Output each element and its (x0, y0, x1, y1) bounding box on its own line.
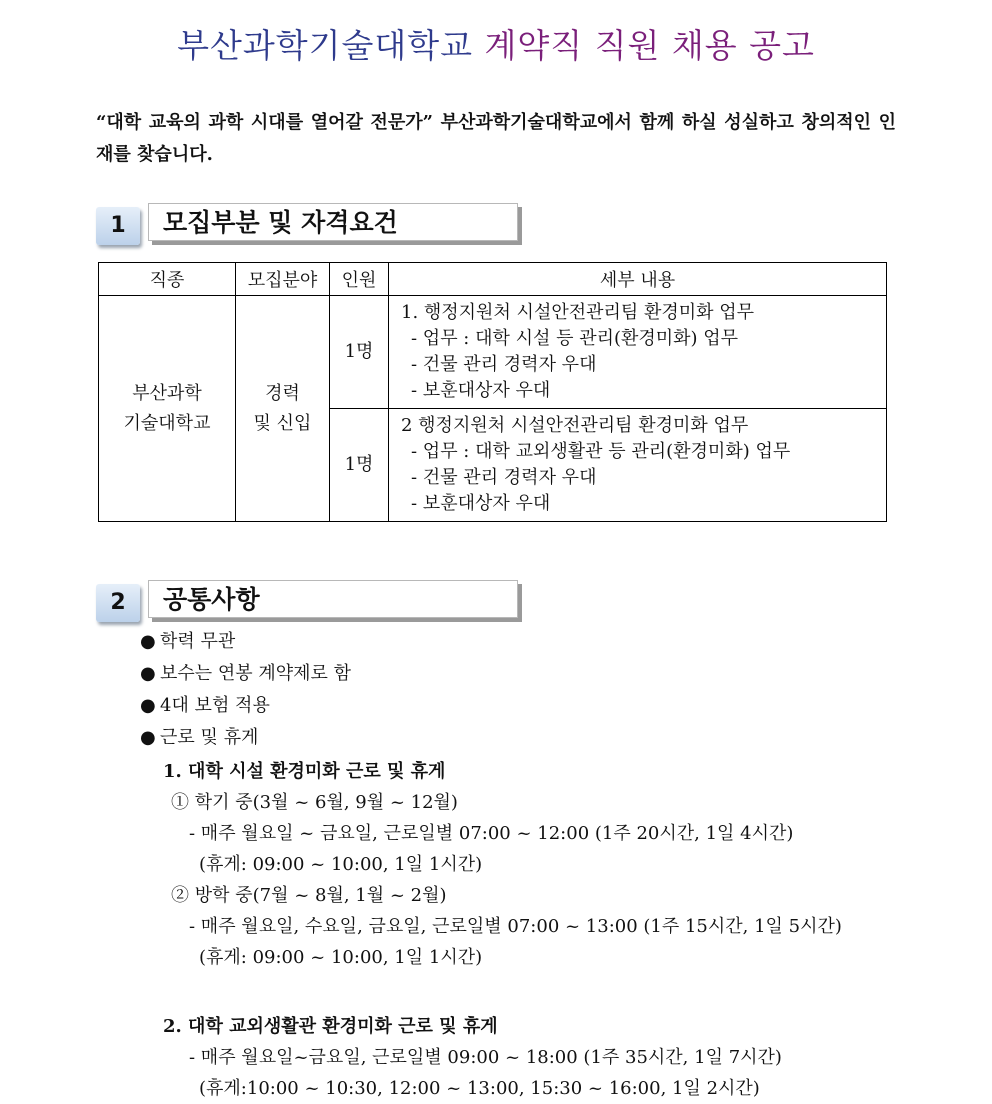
schedule-heading: 1. 대학 시설 환경미화 근로 및 휴게 (163, 761, 446, 782)
detail-line: 2 행정지원처 시설안전관리팀 환경미화 업무 (401, 415, 749, 436)
dormitory-hours: - 매주 월요일~금요일, 근로일별 09:00 ~ 18:00 (1주 35시간, 1일 7시간) (189, 1047, 782, 1068)
detail-line: - 업무 : 대학 시설 등 관리(환경미화) 업무 (411, 328, 739, 349)
semester-hours: - 매주 월요일 ~ 금요일, 근로일별 07:00 ~ 12:00 (1주 20시간, 1일 4시간) (189, 823, 794, 844)
detail-line: - 업무 : 대학 교외생활관 등 관리(환경미화) 업무 (411, 441, 791, 462)
schedule-heading: 2. 대학 교외생활관 환경미화 근로 및 휴게 (163, 1016, 498, 1037)
header-field: 모집분야 (236, 263, 330, 296)
details-cell (389, 409, 887, 522)
detail-line: - 건물 관리 경력자 우대 (411, 354, 597, 375)
requirements-table (98, 262, 887, 522)
bullet-icon: ● (140, 631, 156, 652)
job-type-cell: 부산과학 기술대학교 (99, 296, 236, 522)
section-1-header (96, 203, 522, 249)
section-number: 1 (96, 207, 140, 245)
list-item: ● 근로 및 휴게 (140, 722, 351, 754)
intro-text: “대학 교육의 과학 시대를 열어갈 전문가” 부산과학기술대학교에서 함께 하실 성실하고 창의적인 인재를 찾습니다. (96, 112, 896, 165)
dormitory-break: (휴게:10:00 ~ 10:30, 12:00 ~ 13:00, 15:30 ~ 16:00, 1일 2시간) (199, 1078, 760, 1099)
count-cell: 1명 (330, 409, 389, 522)
bullet-icon: ● (140, 727, 156, 748)
detail-line: 1. 행정지원처 시설안전관리팀 환경미화 업무 (401, 302, 755, 323)
field-cell: 경력 및 신입 (236, 296, 330, 522)
header-count: 인원 (330, 263, 389, 296)
page-title (0, 20, 992, 67)
detail-line: - 보훈대상자 우대 (411, 380, 551, 401)
section-title: 모집부분 및 자격요건 (148, 203, 518, 241)
header-job-type: 직종 (99, 263, 236, 296)
common-items-list (140, 626, 351, 754)
semester-break: (휴게: 09:00 ~ 10:00, 1일 1시간) (199, 854, 483, 875)
detail-line: - 건물 관리 경력자 우대 (411, 467, 597, 488)
title-announcement: 계약직 직원 채용 공고 (484, 26, 815, 65)
count-cell: 1명 (330, 296, 389, 409)
title-university: 부산과학기술대학교 (177, 26, 474, 65)
header-details: 세부 내용 (389, 263, 887, 296)
list-item: ● 학력 무관 (140, 626, 351, 658)
section-number: 2 (96, 584, 140, 622)
details-cell (389, 296, 887, 409)
section-title: 공통사항 (148, 580, 518, 618)
table-row (99, 296, 887, 409)
schedule-campus (163, 756, 842, 973)
vacation-hours: - 매주 월요일, 수요일, 금요일, 근로일별 07:00 ~ 13:00 (1주 15시간, 1일 5시간) (189, 916, 842, 937)
bullet-icon: ● (140, 695, 156, 716)
list-item: ● 4대 보험 적용 (140, 690, 351, 722)
semester-label: ① 학기 중(3월 ~ 6월, 9월 ~ 12월) (171, 792, 458, 813)
vacation-break: (휴게: 09:00 ~ 10:00, 1일 1시간) (199, 947, 483, 968)
detail-line: - 보훈대상자 우대 (411, 493, 551, 514)
section-2-header (96, 580, 522, 626)
list-item: ● 보수는 연봉 계약제로 함 (140, 658, 351, 690)
bullet-icon: ● (140, 663, 156, 684)
table-header-row (99, 263, 887, 296)
schedule-dormitory (163, 1011, 782, 1104)
vacation-label: ② 방학 중(7월 ~ 8월, 1월 ~ 2월) (171, 885, 447, 906)
